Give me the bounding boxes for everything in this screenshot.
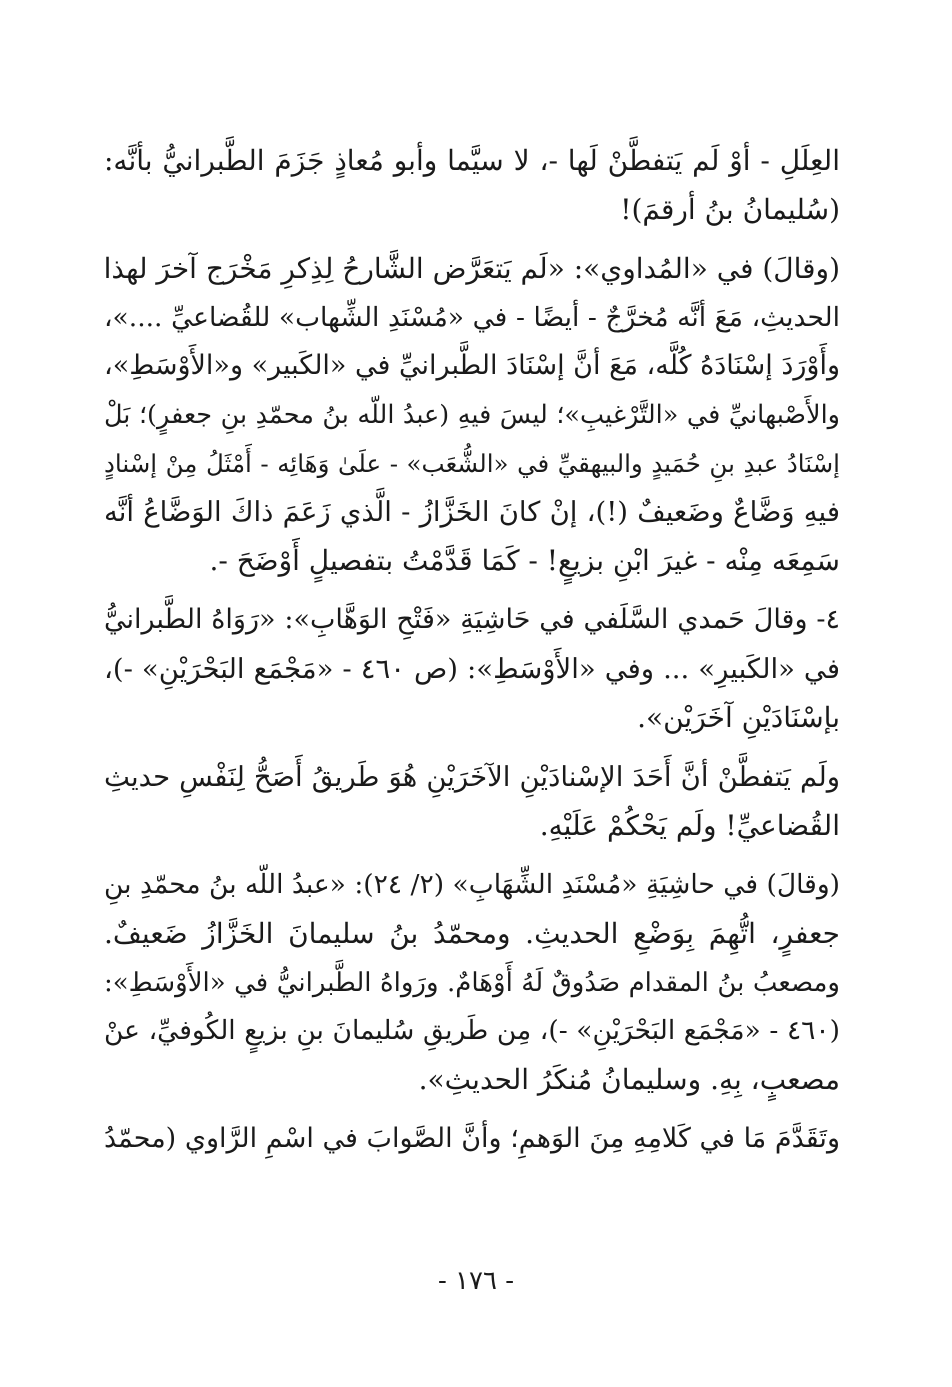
paragraph-4: [104, 753, 840, 850]
paragraph-1: [104, 137, 840, 234]
text-line: (٤٦٠ - «مَجْمَع البَحْرَيْنِ» -)، مِن طَريقِ سُليمانَ بنِ بزيعٍ الكُوفيِّ، عنْ: [104, 1015, 840, 1047]
text-line: ولَم يَتفطَّنْ أنَّ أَحَدَ الإسْنادَيْنِ الآخَرَيْنِ هُوَ طَريقُ أَصَحُّ لِنَفْسِ حديثِ: [104, 761, 840, 794]
text-line: (سُليمانُ بنُ أرقمَ)!: [620, 192, 840, 226]
text-line: إسْنَادُ عبدِ بنِ حُمَيدٍ والبيهقيِّ في «الشُّعَب» - علَىٰ وَهَائِه - أَمْثَلُ مِنْ إسْنادٍ: [104, 448, 840, 478]
text-line: سَمِعَه مِنْه - غيرَ ابْنِ بزيعٍ! - كَمَا قَدَّمْتُ بتفصيلٍ أَوْضَحَ -.: [209, 543, 840, 577]
paragraph-5: [104, 861, 840, 1104]
text-line: القُضاعيِّ! ولَم يَحْكُمْ عَلَيْهِ.: [539, 808, 840, 842]
text-line: ٤- وقالَ حَمدي السَّلَفي في حَاشِيَةِ «فَتْحِ الوَهَّابِ»: «رَوَاهُ الطَّبرانيُّ: [104, 604, 840, 636]
page-number: - ١٧٦ -: [437, 1266, 515, 1296]
body-text: [104, 137, 840, 1175]
text-line: جعفرٍ، اتُّهِمَ بِوَضْعِ الحديثِ. ومحمّدُ بنُ سليمانَ الخَزَّازُ ضَعيفٌ.: [104, 916, 840, 950]
paragraph-3: [104, 596, 840, 742]
paragraph-6: [104, 1115, 840, 1164]
text-line: (وقالَ) في «المُداوي»: «لَم يَتعَرَّض الشَّارحُ لِذِكرِ مَخْرَج آخرَ لهذا: [103, 252, 840, 286]
text-line: ومصعبُ بنُ المقدام صَدُوقٌ لَهُ أَوْهَامٌ. ورَواهُ الطَّبرانيُّ في «الأَوْسَطِ»:: [104, 967, 840, 998]
paragraph-2: [104, 245, 840, 585]
text-line: (وقالَ) في حاشِيَةِ «مُسْنَدِ الشِّهَابِ» (٢/ ٢٤): «عبدُ اللّه بنُ محمّدِ بنِ: [104, 869, 840, 901]
text-line: بإسْنَادَيْنِ آخَرَيْن».: [637, 700, 840, 734]
text-line: والأَصْبهانيِّ في «التَّرْغيبِ»؛ ليسَ فيهِ (عبدُ اللّه بنُ محمّدِ بنِ جعفرٍ)؛ بَلْ: [104, 399, 840, 430]
text-line: وتَقَدَّمَ مَا في كَلامِهِ مِنَ الوَهمِ؛ وأنَّ الصَّوابَ في اسْمِ الرَّاوي (محمّدُ: [104, 1123, 840, 1155]
text-line: الحديثِ، مَعَ أنَّه مُخرَّجٌ - أيضًا - في «مُسْنَدِ الشِّهاب» للقُضاعيِّ ....»،: [104, 301, 840, 333]
text-line: وأَوْرَدَ إسْنَادَهُ كُلَّه، مَعَ أنَّ إسْنَادَ الطَّبرانيِّ في «الكَبير» و«الأَوْسَطِ»،: [104, 350, 840, 382]
text-line: مصعبٍ، بِهِ. وسليمانُ مُنكَرُ الحديثِ».: [418, 1062, 840, 1096]
text-line: العِلَلِ - أوْ لَم يَتفطَّنْ لَها -، لا سيَّما وأبو مُعاذٍ جَزَمَ الطَّبرانيُّ بأنَّه:: [104, 144, 840, 177]
text-line: فيهِ وَضَّاعٌ وضَعيفٌ (!)، إنْ كانَ الخَزَّازُ - الَّذي زَعَمَ ذاكَ الوَضَّاعُ أنَّه: [104, 496, 840, 529]
text-line: في «الكَبيرِ» ... وفي «الأَوْسَطِ»: (ص ٤٦٠ - «مَجْمَع البَحْرَيْنِ» -)،: [104, 652, 841, 685]
